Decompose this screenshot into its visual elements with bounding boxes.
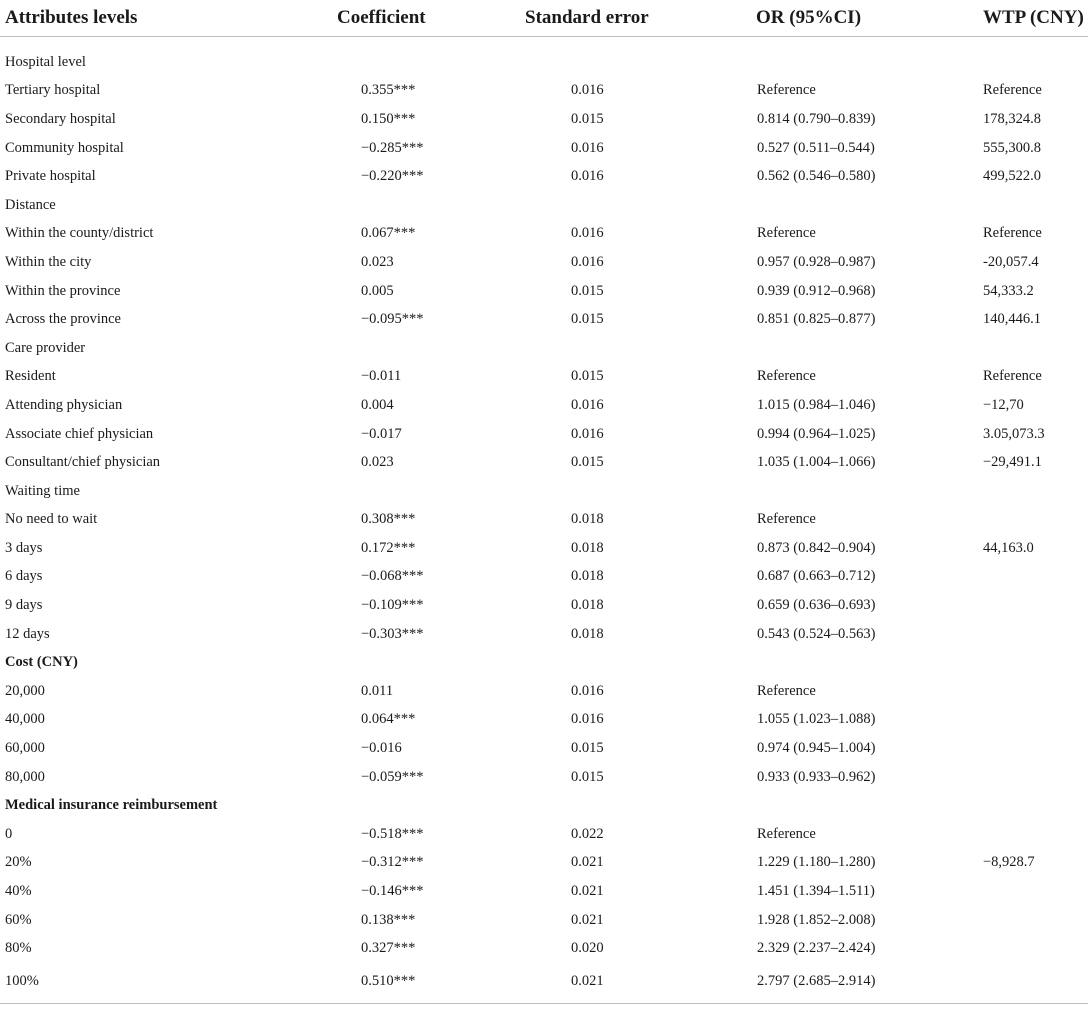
cell-standard-error: 0.021 <box>571 911 604 928</box>
cell-coefficient: −0.016 <box>361 740 402 757</box>
cell-coefficient <box>337 648 525 677</box>
cell-attribute: Hospital level <box>5 53 86 70</box>
cell-or-ci <box>750 648 978 677</box>
cell-or-ci: Reference <box>757 682 816 699</box>
cell-attribute: Resident <box>5 368 56 385</box>
table-row <box>0 877 1088 906</box>
cell-coefficient: 0.355*** <box>361 82 416 99</box>
cell-or-ci: 0.873 (0.842–0.904) <box>757 539 876 556</box>
cell-attribute: Consultant/chief physician <box>5 454 161 471</box>
cell-standard-error: 0.015 <box>571 454 604 471</box>
cell-wtp <box>978 648 1088 677</box>
cell-wtp: −12,70 <box>983 396 1024 413</box>
cell-or-ci: 2.797 (2.685–2.914) <box>750 963 978 1004</box>
table-row <box>0 963 1088 1004</box>
cell-wtp: 140,446.1 <box>983 311 1041 328</box>
cell-standard-error: 0.021 <box>571 883 604 900</box>
cell-coefficient <box>337 37 525 77</box>
cell-or-ci: Reference <box>757 368 816 385</box>
header-wtp: WTP (CNY) <box>978 0 1088 37</box>
cell-coefficient: −0.109*** <box>361 597 424 614</box>
cell-wtp <box>978 706 1088 735</box>
cell-or-ci: 0.562 (0.546–0.580) <box>757 168 876 185</box>
cell-attribute: 3 days <box>5 539 43 556</box>
cell-wtp <box>978 906 1088 935</box>
cell-or-ci: 1.055 (1.023–1.088) <box>757 711 876 728</box>
cell-standard-error: 0.016 <box>571 711 604 728</box>
cell-wtp <box>978 877 1088 906</box>
cell-standard-error: 0.016 <box>571 396 604 413</box>
cell-wtp: 44,163.0 <box>983 539 1034 556</box>
cell-coefficient: 0.064*** <box>361 711 416 728</box>
cell-attribute: Within the city <box>5 253 92 270</box>
cell-coefficient <box>337 334 525 363</box>
cell-standard-error <box>525 477 750 506</box>
cell-wtp <box>978 820 1088 849</box>
cell-standard-error: 0.018 <box>571 511 604 528</box>
group-header-row <box>0 477 1088 506</box>
cell-wtp: 178,324.8 <box>983 110 1041 127</box>
cell-standard-error <box>525 648 750 677</box>
cell-attribute: No need to wait <box>5 511 98 528</box>
cell-attribute: Medical insurance reimbursement <box>5 797 218 814</box>
cell-wtp: 499,522.0 <box>983 168 1041 185</box>
cell-or-ci: 0.994 (0.964–1.025) <box>757 425 876 442</box>
cell-standard-error: 0.015 <box>571 740 604 757</box>
cell-coefficient: 0.172*** <box>361 539 416 556</box>
cell-attribute: 40% <box>5 883 32 900</box>
cell-standard-error: 0.016 <box>571 425 604 442</box>
cell-or-ci: 2.329 (2.237–2.424) <box>757 940 876 957</box>
cell-wtp: Reference <box>983 82 1042 99</box>
cell-or-ci <box>750 477 978 506</box>
cell-attribute: 40,000 <box>5 711 45 728</box>
cell-attribute: 6 days <box>5 568 43 585</box>
group-header-row <box>0 648 1088 677</box>
cell-standard-error: 0.016 <box>571 225 604 242</box>
cell-or-ci: 0.957 (0.928–0.987) <box>757 253 876 270</box>
header-attributes-levels: Attributes levels <box>0 0 337 37</box>
cell-standard-error <box>525 334 750 363</box>
cell-wtp <box>978 934 1088 963</box>
cell-wtp <box>978 791 1088 820</box>
cell-coefficient: −0.068*** <box>361 568 424 585</box>
cell-standard-error: 0.016 <box>571 253 604 270</box>
cell-standard-error: 0.016 <box>571 682 604 699</box>
cell-or-ci: 0.974 (0.945–1.004) <box>757 740 876 757</box>
cell-attribute: Secondary hospital <box>5 110 116 127</box>
cell-standard-error: 0.018 <box>571 568 604 585</box>
cell-standard-error: 0.020 <box>571 940 604 957</box>
cell-wtp <box>978 677 1088 706</box>
cell-attribute: Tertiary hospital <box>5 82 101 99</box>
cell-coefficient: −0.095*** <box>361 311 424 328</box>
cell-attribute: 60% <box>5 911 32 928</box>
cell-coefficient: −0.312*** <box>361 854 424 871</box>
cell-standard-error: 0.015 <box>571 368 604 385</box>
table-row <box>0 363 1088 392</box>
table-row <box>0 620 1088 649</box>
cell-coefficient: 0.327*** <box>361 940 416 957</box>
cell-or-ci: 0.527 (0.511–0.544) <box>757 139 875 156</box>
cell-coefficient <box>337 191 525 220</box>
cell-wtp <box>978 563 1088 592</box>
table-row <box>0 820 1088 849</box>
cell-or-ci: 0.933 (0.933–0.962) <box>757 768 876 785</box>
cell-coefficient: 0.023 <box>361 253 394 270</box>
cell-attribute: 20,000 <box>5 682 45 699</box>
table-row <box>0 906 1088 935</box>
cell-standard-error: 0.016 <box>571 168 604 185</box>
table-row <box>0 105 1088 134</box>
cell-standard-error <box>525 791 750 820</box>
table-row <box>0 305 1088 334</box>
cell-attribute: 0 <box>5 825 13 842</box>
cell-attribute: Cost (CNY) <box>5 654 78 671</box>
cell-coefficient: −0.017 <box>361 425 402 442</box>
cell-wtp <box>978 763 1088 792</box>
table-row <box>0 506 1088 535</box>
cell-wtp: Reference <box>983 368 1042 385</box>
cell-standard-error: 0.021 <box>525 963 750 1004</box>
header-row <box>0 0 1088 37</box>
table-row <box>0 734 1088 763</box>
table-row <box>0 448 1088 477</box>
table-row <box>0 677 1088 706</box>
cell-wtp: Reference <box>983 225 1042 242</box>
cell-attribute: Associate chief physician <box>5 425 154 442</box>
cell-or-ci: 0.543 (0.524–0.563) <box>757 625 876 642</box>
cell-coefficient: 0.004 <box>361 396 394 413</box>
cell-coefficient: 0.067*** <box>361 225 416 242</box>
cell-coefficient: −0.303*** <box>361 625 424 642</box>
table-header <box>0 0 1088 37</box>
cell-attribute: Attending physician <box>5 396 123 413</box>
cell-standard-error: 0.015 <box>571 110 604 127</box>
group-header-row <box>0 37 1088 77</box>
cell-wtp <box>978 734 1088 763</box>
cell-coefficient: −0.146*** <box>361 883 424 900</box>
cell-wtp <box>978 477 1088 506</box>
cell-wtp <box>978 620 1088 649</box>
cell-standard-error: 0.015 <box>571 311 604 328</box>
cell-standard-error: 0.015 <box>571 768 604 785</box>
header-standard-error: Standard error <box>525 0 750 37</box>
cell-or-ci: Reference <box>757 82 816 99</box>
cell-attribute: Distance <box>5 196 56 213</box>
cell-attribute: 60,000 <box>5 740 45 757</box>
cell-wtp: 555,300.8 <box>983 139 1041 156</box>
cell-standard-error: 0.016 <box>571 139 604 156</box>
table-row <box>0 563 1088 592</box>
table-row <box>0 706 1088 735</box>
table-row <box>0 534 1088 563</box>
cell-coefficient: 0.138*** <box>361 911 416 928</box>
cell-attribute: 100% <box>0 963 337 1004</box>
cell-wtp <box>978 191 1088 220</box>
table-row <box>0 77 1088 106</box>
header-or-ci: OR (95%CI) <box>750 0 978 37</box>
cell-wtp <box>978 37 1088 77</box>
cell-wtp: 54,333.2 <box>983 282 1034 299</box>
cell-wtp: -20,057.4 <box>983 253 1039 270</box>
cell-wtp <box>978 963 1088 1004</box>
cell-standard-error: 0.021 <box>571 854 604 871</box>
cell-or-ci: 0.851 (0.825–0.877) <box>757 311 876 328</box>
cell-or-ci: 1.928 (1.852–2.008) <box>757 911 876 928</box>
cell-attribute: Within the county/district <box>5 225 154 242</box>
cell-wtp <box>978 506 1088 535</box>
table-row <box>0 849 1088 878</box>
cell-attribute: Across the province <box>5 311 121 328</box>
cell-standard-error: 0.018 <box>571 625 604 642</box>
cell-or-ci: 0.814 (0.790–0.839) <box>757 110 876 127</box>
cell-or-ci <box>750 791 978 820</box>
cell-coefficient: −0.059*** <box>361 768 424 785</box>
table-row <box>0 591 1088 620</box>
cell-attribute: Within the province <box>5 282 121 299</box>
cell-wtp: −29,491.1 <box>983 454 1042 471</box>
cell-or-ci: 1.015 (0.984–1.046) <box>757 396 876 413</box>
cell-wtp <box>978 334 1088 363</box>
cell-attribute: 12 days <box>5 625 50 642</box>
cell-or-ci <box>750 37 978 77</box>
table-row <box>0 934 1088 963</box>
group-header-row <box>0 191 1088 220</box>
cell-coefficient: 0.005 <box>361 282 394 299</box>
cell-attribute: 9 days <box>5 597 43 614</box>
cell-or-ci: 1.229 (1.180–1.280) <box>757 854 876 871</box>
table-row <box>0 134 1088 163</box>
table-row <box>0 162 1088 191</box>
cell-attribute: 20% <box>5 854 32 871</box>
cell-or-ci: Reference <box>757 225 816 242</box>
cell-or-ci: Reference <box>757 825 816 842</box>
cell-coefficient <box>337 791 525 820</box>
cell-attribute: 80,000 <box>5 768 45 785</box>
cell-coefficient: 0.011 <box>361 682 394 699</box>
cell-or-ci <box>750 334 978 363</box>
cell-coefficient <box>337 477 525 506</box>
header-coefficient: Coefficient <box>337 0 525 37</box>
cell-coefficient: 0.023 <box>361 454 394 471</box>
cell-coefficient: 0.510*** <box>337 963 525 1004</box>
cell-standard-error: 0.018 <box>571 539 604 556</box>
cell-or-ci: 1.035 (1.004–1.066) <box>757 454 876 471</box>
group-header-row <box>0 334 1088 363</box>
table-row <box>0 391 1088 420</box>
cell-wtp: 3.05,073.3 <box>983 425 1045 442</box>
cell-attribute: Care provider <box>5 339 86 356</box>
cell-attribute: Community hospital <box>5 139 124 156</box>
cell-coefficient: −0.220*** <box>361 168 424 185</box>
cell-coefficient: 0.308*** <box>361 511 416 528</box>
cell-attribute: 80% <box>5 940 32 957</box>
cell-or-ci: Reference <box>757 511 816 528</box>
cell-coefficient: 0.150*** <box>361 110 416 127</box>
cell-standard-error: 0.016 <box>571 82 604 99</box>
cell-or-ci: 0.939 (0.912–0.968) <box>757 282 876 299</box>
cell-wtp: −8,928.7 <box>983 854 1035 871</box>
cell-coefficient: −0.011 <box>361 368 402 385</box>
cell-attribute: Private hospital <box>5 168 96 185</box>
cell-attribute: Waiting time <box>5 482 80 499</box>
table-row <box>0 220 1088 249</box>
table-row <box>0 763 1088 792</box>
cell-or-ci: 0.659 (0.636–0.693) <box>757 597 876 614</box>
cell-standard-error: 0.018 <box>571 597 604 614</box>
cell-or-ci: 0.687 (0.663–0.712) <box>757 568 876 585</box>
cell-coefficient: −0.518*** <box>361 825 424 842</box>
cell-standard-error: 0.015 <box>571 282 604 299</box>
cell-standard-error: 0.022 <box>571 825 604 842</box>
cell-wtp <box>978 591 1088 620</box>
table-row <box>0 277 1088 306</box>
cell-standard-error <box>525 191 750 220</box>
table-row <box>0 248 1088 277</box>
group-header-row <box>0 791 1088 820</box>
cell-coefficient: −0.285*** <box>361 139 424 156</box>
cell-or-ci <box>750 191 978 220</box>
table-body <box>0 37 1088 1004</box>
cell-standard-error <box>525 37 750 77</box>
cell-or-ci: 1.451 (1.394–1.511) <box>757 883 875 900</box>
table-row <box>0 420 1088 449</box>
